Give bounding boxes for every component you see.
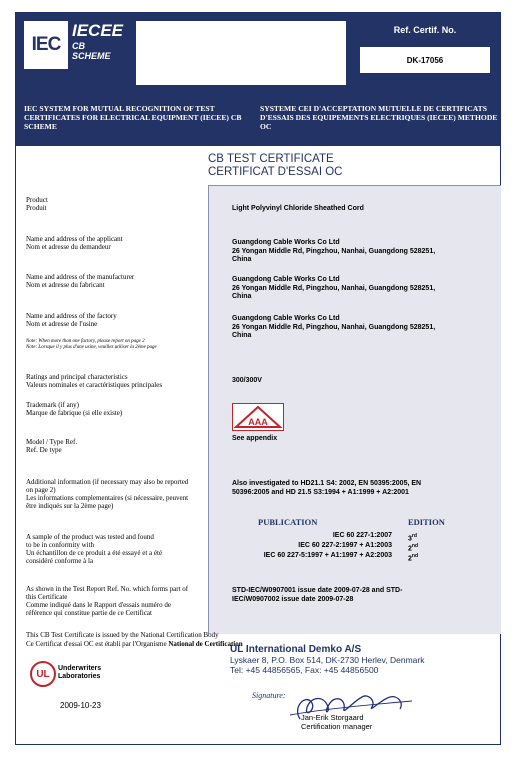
ratings-label (26, 373, 162, 389)
aaa-trademark-logo (232, 403, 284, 436)
additional-value-line1: Also investigated to HD21.1 S4: 2002, EN 50395:2005, EN (232, 480, 422, 487)
issuing-statement-fr (26, 640, 243, 649)
ratings-label-fr: Valeurs nominales et caractéristiques principales (26, 381, 163, 389)
applicant-address-line2: China (232, 256, 252, 264)
additional-label-fr2: être indiqués sur la 2ème page) (26, 502, 114, 510)
edition-row-3-num: 2 (408, 555, 412, 563)
report-label-en2: this Certificate (26, 593, 68, 601)
manufacturer-label-en: Name and address of the manufacturer (26, 273, 135, 281)
factory-address-line2: China (232, 332, 252, 340)
model-value: See appendix (232, 435, 278, 442)
model-label (26, 438, 77, 454)
trademark-label-fr: Marque de fabrique (si elle existe) (26, 409, 123, 417)
system-banner (16, 94, 500, 146)
factory-note-fr: Note: Lorsque il y plus d'une usine, veuillez utiliser la 2ème page (26, 345, 157, 350)
publication-header: PUBLICATION (258, 517, 318, 527)
report-value-line2: IEC/W0907002 issue date 2009-07-28 (232, 595, 354, 603)
sample-label-en2: to be in conformity with (26, 541, 95, 549)
test-report-value (232, 587, 402, 604)
report-label-fr1: Comme indiqué dans le Rapport d'essais numéro de (26, 601, 171, 609)
manufacturer-address-line1: 26 Yongan Middle Rd, Pingzhou, Nanhai, Guangdong 528251, (232, 284, 436, 292)
manufacturer-value (232, 276, 435, 302)
model-label-en: Model / Type Ref. (26, 438, 78, 446)
header-bar (16, 13, 500, 94)
report-label-fr2: référence qui constitue partie de ce Certificat (26, 609, 152, 617)
product-label (26, 196, 48, 212)
publication-row-3: IEC 60 227-5:1997 + A1:1997 + A2:2003 (263, 552, 392, 559)
issue-date: 2009-10-23 (60, 701, 101, 710)
factory-label-fr: Nom et adresse de l'usine (26, 320, 98, 328)
edition-row-2-num: 2 (408, 545, 412, 553)
report-label-en1: As shown in the Test Report Ref. No. which forms part of (26, 585, 189, 593)
factory-label-en: Name and address of the factory (26, 312, 117, 320)
scheme-logo-text: SCHEME (72, 51, 111, 61)
manufacturer-address-line2: China (232, 293, 252, 301)
applicant-label (26, 235, 123, 251)
signer-block (301, 713, 372, 731)
factory-note-en: Note: When more than one factory, please report on page 2 (26, 339, 145, 344)
aaa-logo-text: AAA (248, 417, 268, 427)
certification-body-name: UL International Demko A/S (230, 644, 362, 655)
additional-label-en2: on page 2) (26, 486, 56, 494)
manufacturer-label-fr: Nom et adresse du fabricant (26, 281, 105, 289)
signer-name: Jan-Erik Storgaard (301, 713, 364, 722)
title-french: CERTIFICAT D'ESSAI OC (208, 166, 343, 178)
edition-row-3 (408, 552, 418, 564)
applicant-label-fr: Nom et adresse du demandeur (26, 243, 111, 251)
manufacturer-name: Guangdong Cable Works Co Ltd (232, 276, 340, 283)
ul-logo-text: UL (36, 668, 50, 680)
certification-body-phone: Tel: +45 44856565, Fax: +45 44856500 (230, 665, 379, 675)
ul-name (58, 665, 101, 681)
ul-logo (30, 661, 56, 687)
publication-row-1: IEC 60 227-1:2007 (332, 532, 392, 539)
ratings-value: 300/300V (232, 377, 262, 384)
trademark-label (26, 401, 122, 417)
product-value: Light Polyvinyl Chloride Sheathed Cord (232, 205, 364, 212)
additional-info-label (26, 478, 188, 510)
model-label-fr: Ref. De type (26, 446, 62, 454)
iecee-logo-text: IECEE (72, 21, 124, 40)
applicant-label-en: Name and address of the applicant (26, 235, 123, 243)
applicant-name: Guangdong Cable Works Co Ltd (232, 239, 340, 246)
product-label-fr: Produit (26, 204, 47, 212)
certificate-title (208, 153, 488, 179)
edition-row-2-suffix: nd (411, 543, 419, 549)
factory-value (232, 315, 435, 341)
certification-body (230, 645, 425, 675)
additional-info-value (232, 480, 421, 497)
factory-note (26, 339, 157, 351)
issuing-statement-fr-bold: National de Certification (168, 640, 243, 648)
edition-row-1-suffix: rd (411, 533, 417, 539)
signer-title: Certification manager (301, 722, 373, 731)
sample-label (26, 533, 162, 565)
sample-label-fr2: considéré conforme à la (26, 557, 94, 565)
title-english: CB TEST CERTIFICATE (208, 153, 334, 165)
banner-english: IEC SYSTEM FOR MUTUAL RECOGNITION OF TEST CERTIFICATES FOR ELECTRICAL EQUIPMENT (IECEE) CB SCHEME (24, 104, 242, 131)
cb-logo-text: CB (72, 41, 85, 51)
factory-label (26, 312, 117, 328)
additional-label-fr1: Les informations complementaires (si nécessaire, peuvent (26, 494, 189, 502)
issuing-statement-en: This CB Test Certificate is issued by the National Certification Body (26, 631, 219, 639)
ratings-label-en: Ratings and principal characteristics (26, 373, 128, 381)
additional-label-en1: Additional information (if necessary may also be reported (26, 478, 189, 486)
signature-label: Signature: (252, 691, 286, 700)
issuing-statement-fr-text: Ce Certificat d'essai OC est établi par l'Organisme (26, 640, 169, 648)
sample-label-en1: A sample of the product was tested and found (26, 533, 154, 541)
certification-body-address: Lyskaer 8, P.O. Box 514, DK-2730 Herlev, Denmark (230, 655, 425, 665)
iec-logo-text: IEC (31, 34, 61, 55)
factory-address-line1: 26 Yongan Middle Rd, Pingzhou, Nanhai, Guangdong 528251, (232, 323, 436, 331)
trademark-label-en: Trademark (if any) (26, 401, 80, 409)
report-value-line1: STD-IEC/W0907001 issue date 2009-07-28 and STD- (232, 587, 403, 594)
test-report-label (26, 585, 188, 617)
applicant-address-line1: 26 Yongan Middle Rd, Pingzhou, Nanhai, Guangdong 528251, (232, 247, 436, 255)
ul-name-line2: Laboratories (58, 673, 101, 680)
iecee-cb-scheme-logo (72, 21, 132, 69)
ref-certif-label: Ref. Certif. No. (393, 25, 457, 35)
edition-row-3-suffix: nd (411, 553, 419, 559)
ref-certif-number: DK-17056 (360, 47, 490, 73)
issuing-body-statement (26, 631, 243, 649)
banner-french: SYSTEME CEI D'ACCEPTATION MUTUELLE DE CERTIFICATS D'ESSAIS DES EQUIPEMENTS ELECTRIQUES (IECEE) METHODE OC (260, 104, 498, 131)
factory-name: Guangdong Cable Works Co Ltd (232, 315, 340, 322)
manufacturer-label (26, 273, 134, 289)
header-blank-box (136, 21, 346, 85)
certificate-sheet (15, 12, 501, 745)
additional-value-line2: 50396:2005 and HD 21.5 S3:1994 + A1:1999 + A2:2001 (232, 488, 409, 496)
ul-name-line1: Underwriters (58, 665, 102, 672)
publication-row-2: IEC 60 227-2:1997 + A1:2003 (298, 542, 392, 549)
applicant-value (232, 239, 435, 265)
product-label-en: Product (26, 196, 48, 204)
edition-header: EDITION (408, 517, 445, 527)
edition-row-1-num: 3 (408, 535, 412, 543)
sample-label-fr1: Un échantillon de ce produit a été essayé et a été (26, 549, 163, 557)
iec-logo (24, 21, 68, 69)
